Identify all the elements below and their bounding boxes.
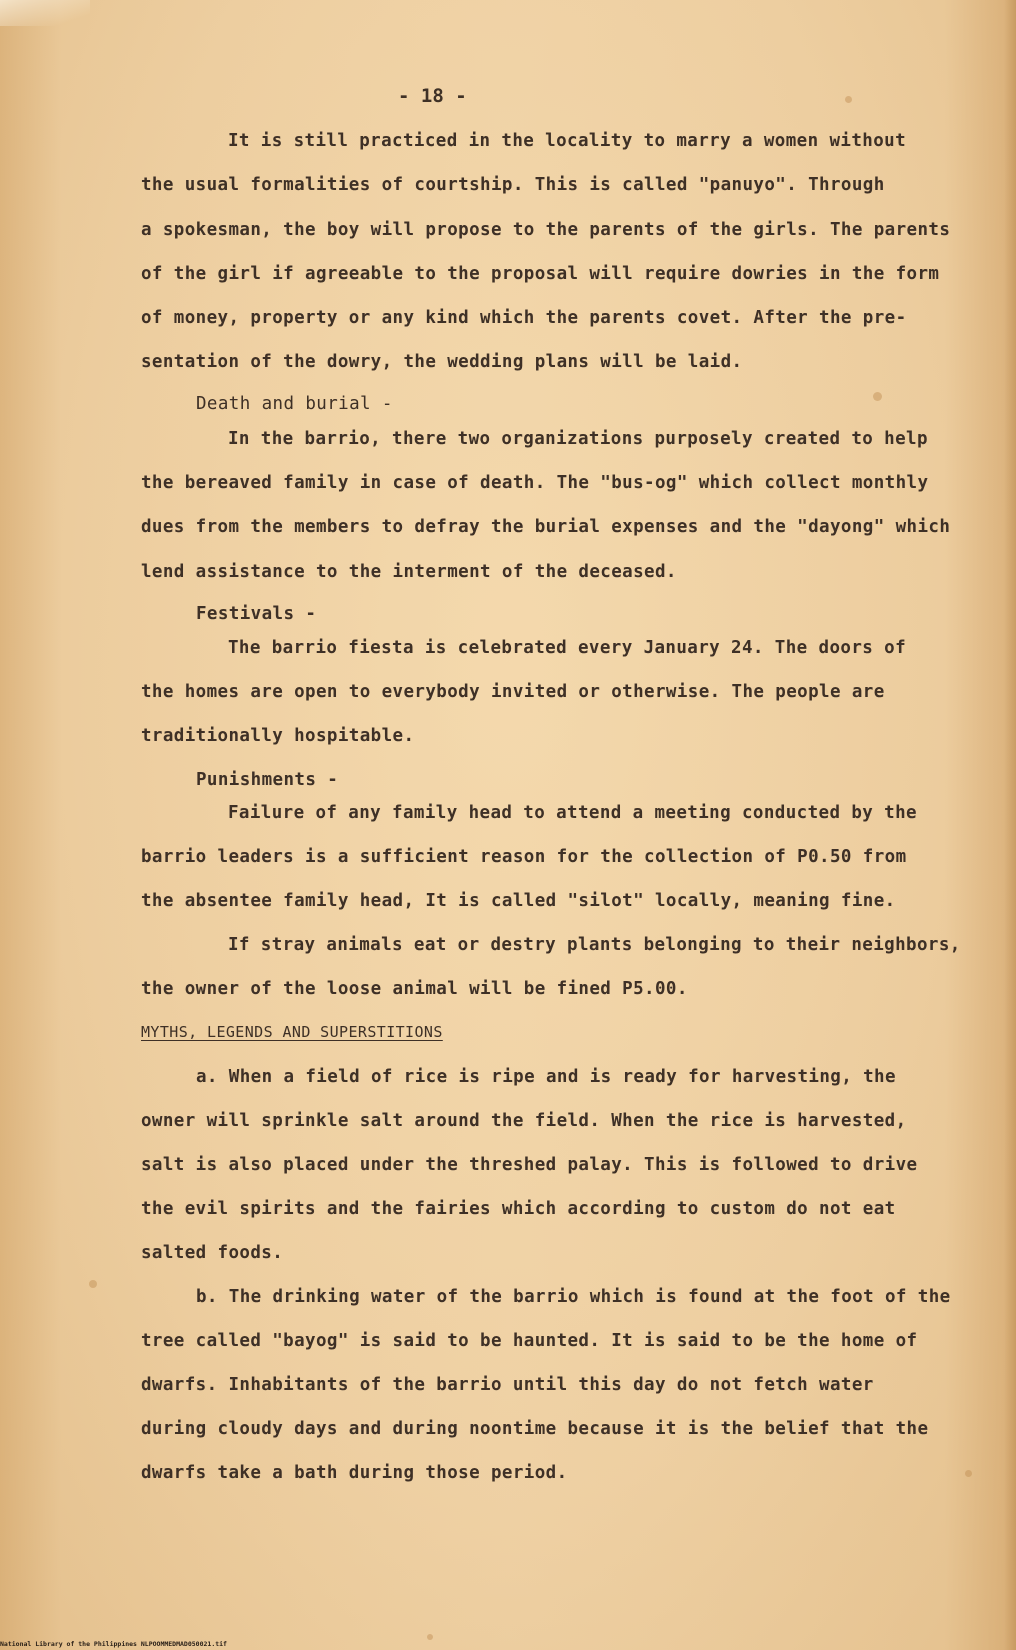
text-line: the bereaved family in case of death. The "bus-og" which collect monthly	[141, 473, 929, 493]
section-heading-death-burial: Death and burial -	[196, 394, 393, 414]
text-line: tree called "bayog" is said to be haunted. It is said to be the home of	[141, 1331, 918, 1351]
text-line: of the girl if agreeable to the proposal will require dowries in the form	[141, 264, 940, 284]
text-line: the absentee family head, It is called "silot" locally, meaning fine.	[141, 891, 896, 911]
text-line: the usual formalities of courtship. This is called "panuyo". Through	[141, 175, 885, 195]
stain-spot	[427, 1634, 433, 1640]
text-line: owner will sprinkle salt around the field. When the rice is harvested,	[141, 1111, 907, 1131]
text-line: In the barrio, there two organizations purposely created to help	[228, 429, 928, 449]
text-line: dwarfs take a bath during those period.	[141, 1463, 568, 1483]
text-line: the evil spirits and the fairies which according to custom do not eat	[141, 1199, 896, 1219]
archive-footer: National Library of the Philippines NLPOOMMEDMAD050021.tif	[0, 1640, 227, 1648]
text-line: It is still practiced in the locality to marry a women without	[228, 131, 907, 151]
text-line: the homes are open to everybody invited or otherwise. The people are	[141, 682, 885, 702]
text-line: of money, property or any kind which the parents covet. After the pre-	[141, 308, 907, 328]
text-line: during cloudy days and during noontime because it is the belief that the	[141, 1419, 929, 1439]
stain-spot	[89, 1280, 97, 1288]
text-line: traditionally hospitable.	[141, 726, 415, 746]
page-number: - 18 -	[398, 85, 467, 107]
text-line: dwarfs. Inhabitants of the barrio until this day do not fetch water	[141, 1375, 874, 1395]
section-heading-festivals: Festivals -	[196, 604, 317, 624]
text-line: a spokesman, the boy will propose to the parents of the girls. The parents	[141, 220, 951, 240]
text-line: dues from the members to defray the burial expenses and the "dayong" which	[141, 517, 951, 537]
text-line: lend assistance to the interment of the deceased.	[141, 562, 677, 582]
text-line: barrio leaders is a sufficient reason for the collection of P0.50 from	[141, 847, 907, 867]
section-heading-punishments: Punishments -	[196, 770, 339, 790]
text-line: b. The drinking water of the barrio which is found at the foot of the	[196, 1287, 951, 1307]
stain-spot	[845, 96, 852, 103]
text-line: the owner of the loose animal will be fined P5.00.	[141, 979, 688, 999]
paper-fold-corner	[0, 0, 90, 26]
section-heading-myths: MYTHS, LEGENDS AND SUPERSTITIONS	[141, 1023, 443, 1041]
stain-spot	[873, 392, 882, 401]
text-line: Failure of any family head to attend a meeting conducted by the	[228, 803, 917, 823]
text-line: a. When a field of rice is ripe and is ready for harvesting, the	[196, 1067, 896, 1087]
text-line: salt is also placed under the threshed palay. This is followed to drive	[141, 1155, 918, 1175]
stain-spot	[965, 1470, 972, 1477]
text-line: If stray animals eat or destry plants belonging to their neighbors,	[228, 935, 961, 955]
text-line: sentation of the dowry, the wedding plans will be laid.	[141, 352, 743, 372]
paper-edge-shadow	[1004, 0, 1016, 1650]
text-line: salted foods.	[141, 1243, 284, 1263]
text-line: The barrio fiesta is celebrated every January 24. The doors of	[228, 638, 907, 658]
